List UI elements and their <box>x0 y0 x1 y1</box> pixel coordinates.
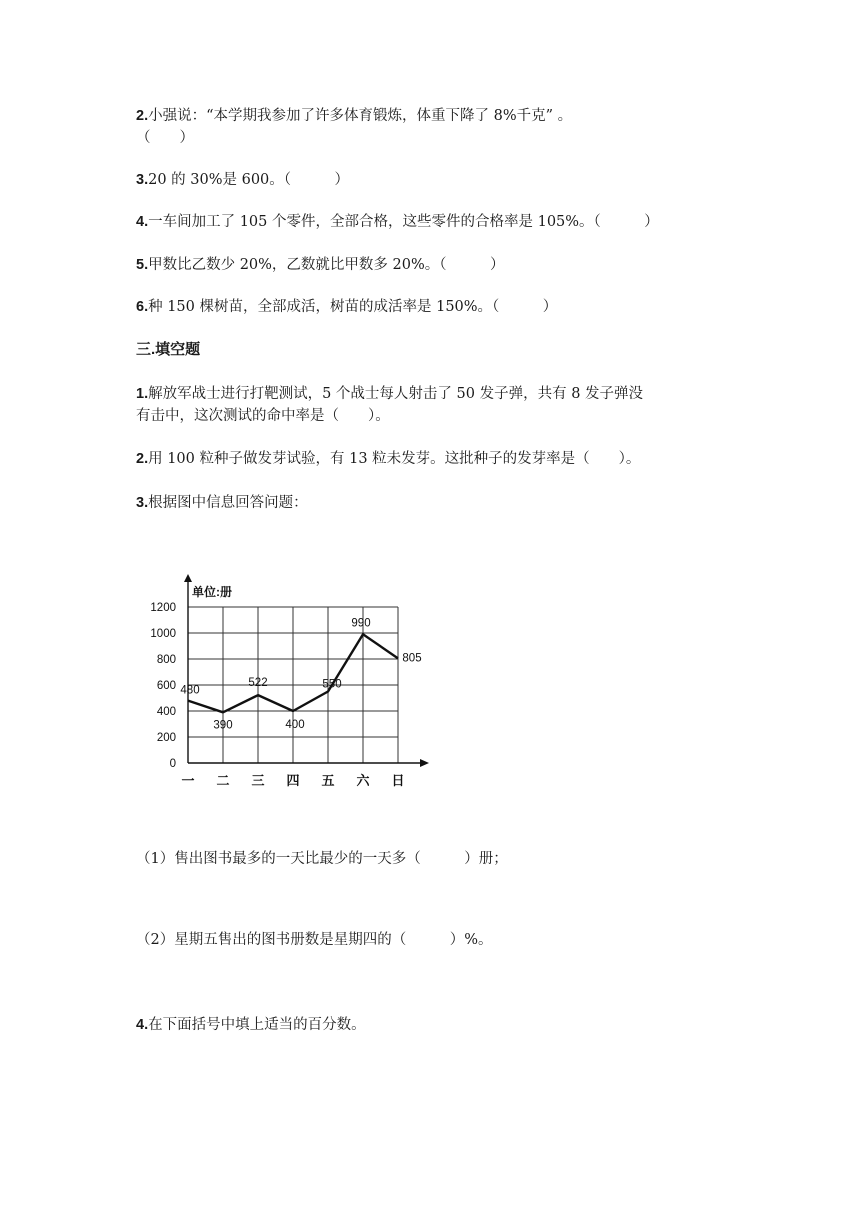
data-label: 400 <box>285 719 305 731</box>
sub-question-1: （1）售出图书最多的一天比最少的一天多（ ）册； <box>136 851 508 867</box>
chart-grid <box>188 607 398 763</box>
data-label: 480 <box>180 684 200 697</box>
book-sales-line-chart <box>140 568 440 788</box>
x-tick-label: 三 <box>251 773 265 788</box>
question-number: 1. <box>136 386 149 402</box>
fill-question-2 <box>136 449 640 469</box>
answer-blank <box>136 128 194 148</box>
x-axis-arrow <box>420 759 429 767</box>
answer-blank-text: （ ） <box>136 130 194 146</box>
data-label: 990 <box>351 617 371 630</box>
sub-question-2: （2）星期五售出的图书册数是星期四的（ ）%。 <box>136 932 493 948</box>
question-text: 种 150 棵树苗，全部成活，树苗的成活率是 150%。（ ） <box>148 299 558 315</box>
y-tick-label: 0 <box>169 758 176 770</box>
question-number: 4. <box>136 1017 149 1033</box>
fill-question-3 <box>136 493 308 513</box>
question-number: 2. <box>136 108 149 124</box>
x-tick-label: 一 <box>181 773 195 788</box>
question-number: 4. <box>136 214 149 230</box>
question-3 <box>136 170 349 190</box>
y-axis-arrow <box>184 574 192 582</box>
y-tick-label: 400 <box>156 706 176 718</box>
question-text: 甲数比乙数少 20%，乙数就比甲数多 20%。（ ） <box>148 257 505 273</box>
unit-label: 单位:册 <box>192 585 232 599</box>
data-label: 390 <box>213 719 233 732</box>
question-number: 6. <box>136 299 149 315</box>
question-text: 一车间加工了 105 个零件，全部合格，这些零件的合格率是 105%。（ ） <box>148 214 659 230</box>
question-text: 在下面括号中填上适当的百分数。 <box>148 1017 366 1033</box>
x-tick-label: 四 <box>286 773 300 788</box>
question-5 <box>136 255 505 275</box>
data-label: 550 <box>322 678 342 691</box>
y-tick-label: 1000 <box>150 628 176 640</box>
x-tick-label: 五 <box>321 773 335 788</box>
y-tick-label: 1200 <box>150 602 176 614</box>
fill-question-1-cont: 有击中，这次测试的命中率是（ ）。 <box>136 408 390 424</box>
chart-axes <box>184 574 429 767</box>
y-tick-labels <box>150 602 176 770</box>
data-labels <box>180 617 421 731</box>
data-label: 522 <box>248 677 268 690</box>
fill-question-1 <box>136 384 643 404</box>
question-text: 20 的 30%是 600。（ ） <box>148 172 350 188</box>
y-tick-label: 800 <box>156 654 176 666</box>
x-tick-label: 六 <box>356 773 370 788</box>
y-tick-label: 200 <box>156 732 176 744</box>
fill-question-4 <box>136 1015 366 1035</box>
question-number: 3. <box>136 172 149 188</box>
question-6 <box>136 297 557 317</box>
question-4 <box>136 212 659 232</box>
y-tick-label: 600 <box>156 680 176 692</box>
question-text: 根据图中信息回答问题： <box>148 495 308 511</box>
x-tick-labels <box>181 773 404 788</box>
question-text: 解放军战士进行打靶测试，5 个战士每人射击了 50 发子弹，共有 8 发子弹没 <box>148 386 644 402</box>
question-2 <box>136 106 572 126</box>
section-title: 三.填空题 <box>136 341 201 358</box>
x-tick-label: 二 <box>216 773 230 788</box>
data-label: 805 <box>402 652 422 665</box>
question-number: 2. <box>136 451 149 467</box>
question-number: 5. <box>136 257 149 273</box>
question-text: 小强说：“本学期我参加了许多体育锻炼，体重下降了 8%千克” 。 <box>148 108 573 124</box>
x-tick-label: 日 <box>391 773 405 788</box>
question-text: 用 100 粒种子做发芽试验，有 13 粒未发芽。这批种子的发芽率是（ ）。 <box>148 451 641 467</box>
question-number: 3. <box>136 495 149 511</box>
